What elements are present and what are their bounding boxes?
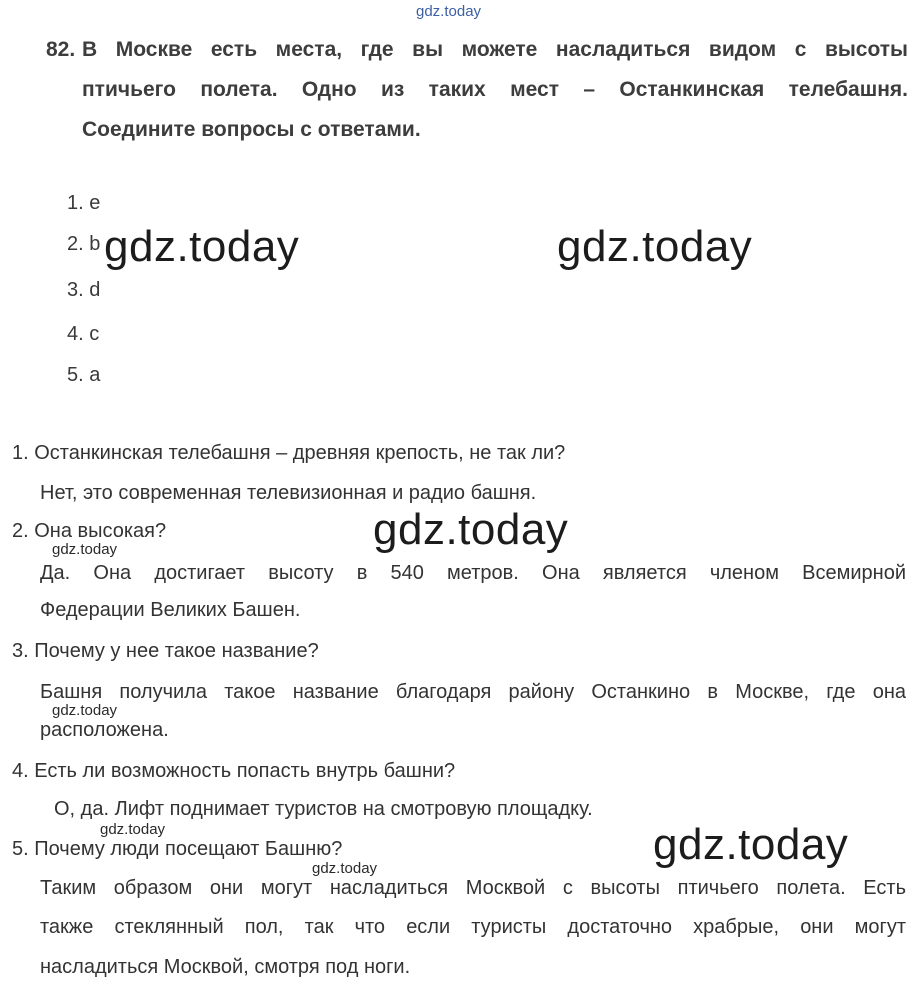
answer-2-line-1: Да. Она достигает высоту в 540 метров. Она является членом Всемирной [40, 562, 906, 584]
watermark-small: gdz.today [52, 541, 118, 558]
question-4: 4. Есть ли возможность попасть внутрь башни? [12, 760, 456, 782]
answer-1-line-1: Нет, это современная телевизионная и радио башня. [40, 482, 537, 504]
answer-4-line-1: О, да. Лифт поднимает туристов на смотровую площадку. [54, 798, 593, 820]
answer-item-4: 4. c [67, 323, 100, 345]
question-5: 5. Почему люди посещают Башню? [12, 838, 343, 860]
task-text [82, 30, 908, 150]
task-line-2: птичьего полета. Одно из таких мест – Останкинская телебашня. [82, 78, 908, 101]
watermark-small: gdz.today [312, 860, 378, 877]
answer-3-line-1: Башня получила такое название благодаря району Останкино в Москве, где она [40, 681, 906, 703]
answer-item-1: 1. e [67, 192, 101, 214]
task-header [46, 30, 908, 150]
watermark-small: gdz.today [100, 821, 166, 838]
watermark-big: gdz.today [373, 505, 569, 554]
answer-3-line-2: расположена. [40, 719, 169, 741]
answer-item-5: 5. a [67, 364, 101, 386]
answer-item-3: 3. d [67, 279, 101, 301]
answer-5-line-2: также стеклянный пол, так что если туристы достаточно храбрые, они могут [40, 916, 906, 938]
question-1: 1. Останкинская телебашня – древняя крепость, не так ли? [12, 442, 566, 464]
task-line-3: Соедините вопросы с ответами. [82, 118, 421, 141]
watermark-small: gdz.today [52, 702, 118, 719]
watermark-big: gdz.today [557, 222, 753, 271]
answer-5-line-1: Таким образом они могут насладиться Москвой с высоты птичьего полета. Есть [40, 877, 906, 899]
answer-5-line-3: насладиться Москвой, смотря под ноги. [40, 956, 411, 978]
answer-item-2: 2. b [67, 233, 101, 255]
answer-2-line-2: Федерации Великих Башен. [40, 599, 301, 621]
watermark-top: gdz.today [416, 3, 482, 20]
question-2: 2. Она высокая? [12, 520, 167, 542]
watermark-big: gdz.today [104, 222, 300, 271]
watermark-big: gdz.today [653, 820, 849, 869]
task-number: 82. [46, 38, 76, 61]
question-3: 3. Почему у нее такое название? [12, 640, 319, 662]
task-line-1: В Москве есть места, где вы можете насладиться видом с высоты [82, 38, 908, 61]
